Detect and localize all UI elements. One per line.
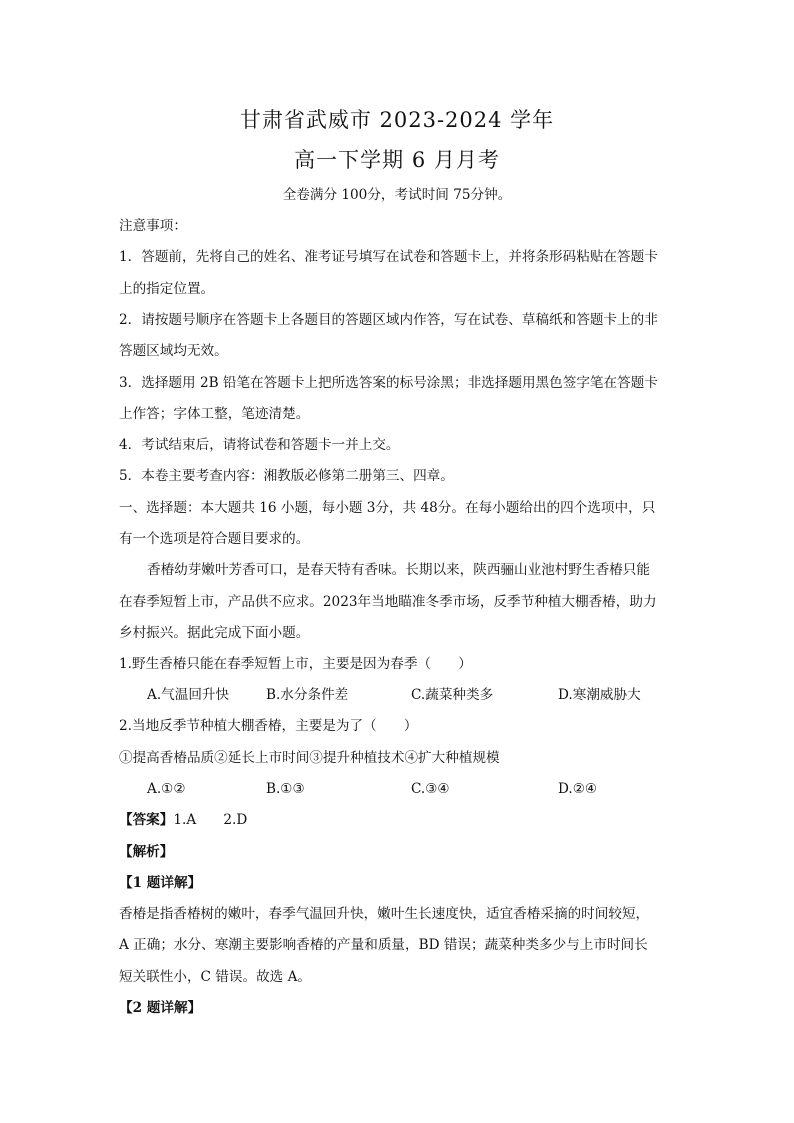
q1-option-b: B.水分条件差 [266, 687, 349, 703]
section-heading-line: 有一个选项是符合题目要求的。 [119, 531, 310, 547]
q2-option-c: C.③④ [411, 781, 450, 797]
note-line: 上的指定位置。 [119, 281, 215, 297]
section-heading-line: 一、选择题：本大题共 16 小题，每小题 3分，共 48分。在每小题给出的四个选项中，只 [119, 500, 656, 516]
detail-1-label: 【1 题详解】 [119, 875, 202, 891]
note-line: 4．考试结束后，请将试卷和答题卡一并上交。 [119, 437, 400, 453]
detail-1-line: 香椿是指香椿树的嫩叶，春季气温回升快，嫩叶生长速度快，适宜香椿采摘的时间较短， [119, 906, 650, 922]
detail-1-line: 短关联性小，C 错误。故选 A。 [119, 969, 311, 985]
question-2-stem: 2.当地反季节种植大棚香椿，主要是为了（ ） [119, 718, 418, 734]
exam-subtitle: 全卷满分 100分，考试时间 75分钟。 [282, 187, 512, 203]
q1-option-c: C.蔬菜种类多 [411, 687, 494, 703]
answer-values: 1.A 2.D [173, 812, 248, 828]
passage-line: 乡村振兴。据此完成下面小题。 [119, 625, 310, 641]
question-2-statements: ①提高香椿品质②延长上市时间③提升种植技术④扩大种植规模 [119, 750, 500, 766]
note-line: 上作答；字体工整，笔迹清楚。 [119, 406, 310, 422]
passage-line: 在春季短暂上市，产品供不应求。2023年当地瞄准冬季市场，反季节种植大棚香椿，助力 [119, 594, 657, 610]
note-line: 5．本卷主要考查内容：湘教版必修第二册第三、四章。 [119, 468, 454, 484]
analysis-label: 【解析】 [119, 844, 174, 860]
answer-line [119, 811, 247, 829]
exam-title-line1: 甘肃省武威市 2023-2024 学年 [239, 108, 555, 132]
note-line: 2．请按题号顺序在答题卡上各题目的答题区域内作答，写在试卷、草稿纸和答题卡上的非 [119, 312, 658, 328]
detail-1-line: A 正确；水分、寒潮主要影响香椿的产量和质量，BD 错误；蔬菜种类多少与上市时间长 [119, 937, 648, 953]
notes-heading: 注意事项： [119, 218, 187, 234]
q1-option-d: D.寒潮威胁大 [558, 687, 641, 703]
q2-option-a: A.①② [147, 781, 186, 797]
detail-2-label: 【2 题详解】 [119, 1000, 202, 1016]
exam-title-line2: 高一下学期 6 月月考 [294, 148, 500, 172]
question-1-stem: 1.野生香椿只能在春季短暂上市，主要是因为春季（ ） [119, 656, 472, 672]
q2-option-d: D.②④ [558, 781, 598, 797]
passage-line: 香椿幼芽嫩叶芳香可口，是春天特有香味。长期以来，陕西骊山业池村野生香椿只能 [147, 562, 650, 578]
note-line: 答题区域均无效。 [119, 343, 228, 359]
q1-option-a: A.气温回升快 [147, 687, 230, 703]
q2-option-b: B.①③ [266, 781, 305, 797]
answer-label: 【答案】 [119, 812, 174, 828]
note-line: 3．选择题用 2B 铅笔在答题卡上把所选答案的标号涂黑；非选择题用黑色签字笔在答题卡 [119, 375, 658, 391]
note-line: 1．答题前，先将自己的姓名、准考证号填写在试卷和答题卡上，并将条形码粘贴在答题卡 [119, 249, 658, 265]
